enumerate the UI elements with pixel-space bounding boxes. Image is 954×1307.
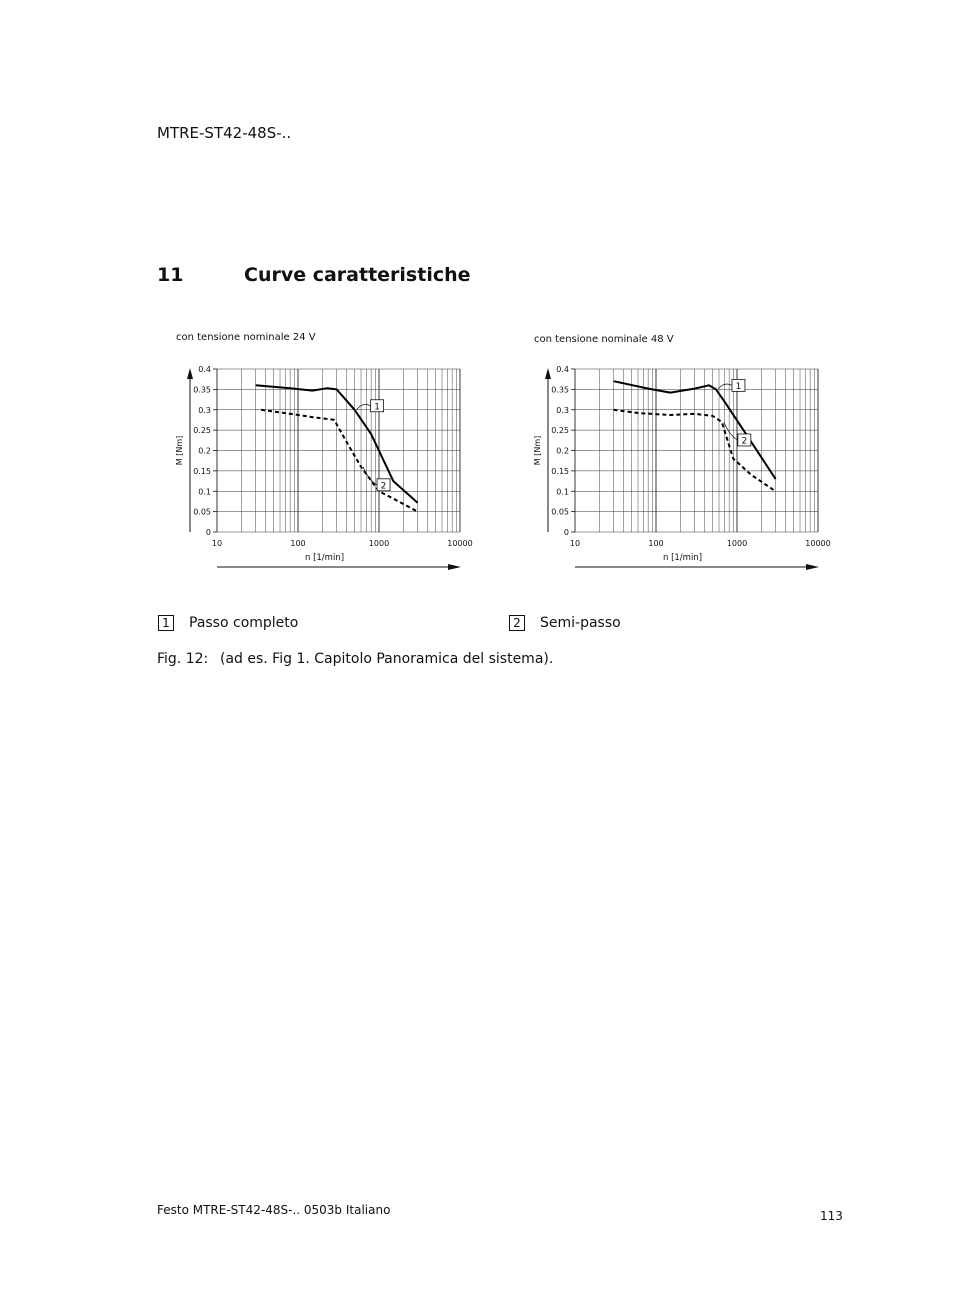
legend-label: Passo completo (189, 615, 299, 631)
y-tick-label: 0 (205, 528, 211, 537)
legend-item-full-step (158, 615, 298, 631)
x-axis-arrow (448, 564, 461, 570)
x-tick-label: 1000 (368, 539, 390, 548)
y-tick-label: 0.15 (193, 466, 211, 476)
chart-1-title: con tensione nominale 24 V (176, 332, 316, 343)
x-axis-label: n [1/min] (304, 553, 345, 563)
series-label: 2 (741, 436, 748, 447)
y-tick-label: 0.4 (198, 365, 211, 374)
legend-item-half-step (509, 615, 621, 631)
y-tick-label: 0.1 (556, 487, 569, 497)
x-tick-label: 10000 (447, 539, 473, 548)
y-tick-label: 0.35 (551, 385, 569, 395)
series-label: 2 (380, 481, 387, 492)
footer-document-info: Festo MTRE-ST42-48S-.. 0503b Italiano (157, 1203, 391, 1217)
y-tick-label: 0.05 (551, 507, 569, 517)
series-label: 1 (374, 402, 380, 413)
y-tick-label: 0.05 (193, 507, 211, 517)
torque-chart-48v (528, 360, 831, 575)
y-tick-label: 0.3 (198, 405, 211, 415)
x-axis-label: n [1/min] (662, 553, 703, 563)
y-axis-arrow (187, 368, 193, 379)
chart-2-title: con tensione nominale 48 V (534, 334, 674, 345)
y-tick-label: 0.15 (551, 466, 569, 476)
torque-chart-24v (170, 360, 473, 575)
y-tick-label: 0.2 (198, 446, 211, 456)
figure-text: (ad es. Fig 1. Capitolo Panoramica del sistema). (220, 651, 554, 667)
x-tick-label: 10 (211, 539, 223, 548)
y-axis-label: M [Nm] (533, 435, 542, 466)
figure-caption (157, 651, 553, 667)
legend-number-box: 2 (509, 615, 525, 631)
document-header: MTRE-ST42-48S-.. (157, 124, 292, 142)
page-number: 113 (820, 1209, 843, 1223)
y-tick-label: 0.35 (193, 385, 211, 395)
section-number: 11 (157, 264, 184, 286)
y-tick-label: 0.2 (556, 446, 569, 456)
callout-line (363, 467, 377, 485)
x-tick-label: 10000 (805, 539, 831, 548)
section-title: Curve caratteristiche (244, 264, 471, 286)
series-label: 1 (735, 381, 742, 392)
legend-label: Semi-passo (540, 615, 621, 631)
y-tick-label: 0.25 (551, 426, 569, 436)
x-tick-label: 100 (290, 539, 306, 548)
y-tick-label: 0.1 (198, 487, 211, 497)
y-tick-label: 0.25 (193, 426, 211, 436)
x-axis-arrow (806, 564, 819, 570)
x-tick-label: 100 (648, 539, 664, 548)
y-tick-label: 0.3 (556, 405, 569, 415)
callout-line (718, 384, 732, 389)
callout-line (357, 404, 371, 409)
legend-number-box: 1 (158, 615, 174, 631)
figure-label: Fig. 12: (157, 651, 209, 667)
x-tick-label: 1000 (726, 539, 748, 548)
y-tick-label: 0.4 (556, 365, 569, 374)
y-axis-label: M [Nm] (175, 435, 184, 466)
y-tick-label: 0 (563, 528, 569, 537)
series-half-step-line (261, 410, 418, 512)
y-axis-arrow (545, 368, 551, 379)
x-tick-label: 10 (569, 539, 581, 548)
